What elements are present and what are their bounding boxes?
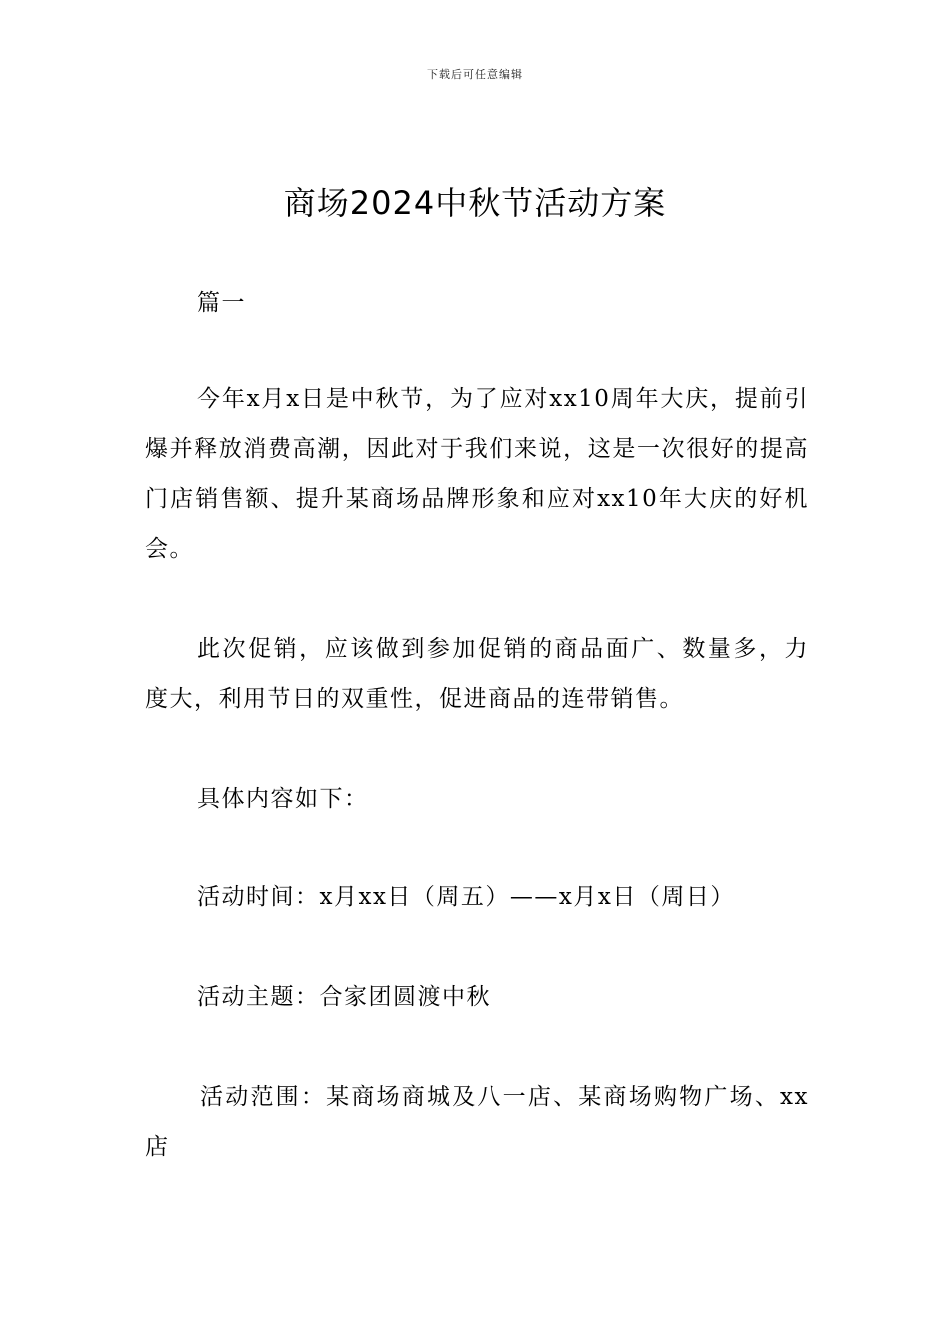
paragraph-activity-time: 活动时间：x月xx日（周五）——x月x日（周日） <box>197 884 735 910</box>
paragraph-detail: 具体内容如下： <box>197 786 369 812</box>
paragraph-activity-scope: 活动范围：某商场商城及八一店、某商场购物广场、xx店 <box>145 1084 809 1160</box>
section-label: 篇一 <box>197 290 246 316</box>
header-note: 下载后可任意编辑 <box>427 68 523 81</box>
paragraph-promo: 此次促销，应该做到参加促销的商品面广、数量多，力度大，利用节日的双重性，促进商品的连带销售。 <box>145 636 809 712</box>
paragraph-intro: 今年x月x日是中秋节，为了应对xx10周年大庆，提前引爆并释放消费高潮，因此对于我们来说，这是一次很好的提高门店销售额、提升某商场品牌形象和应对xx10年大庆的好机会。 <box>145 386 809 562</box>
paragraph-activity-theme: 活动主题：合家团圆渡中秋 <box>197 984 491 1010</box>
document-title: 商场2024中秋节活动方案 <box>283 184 667 222</box>
